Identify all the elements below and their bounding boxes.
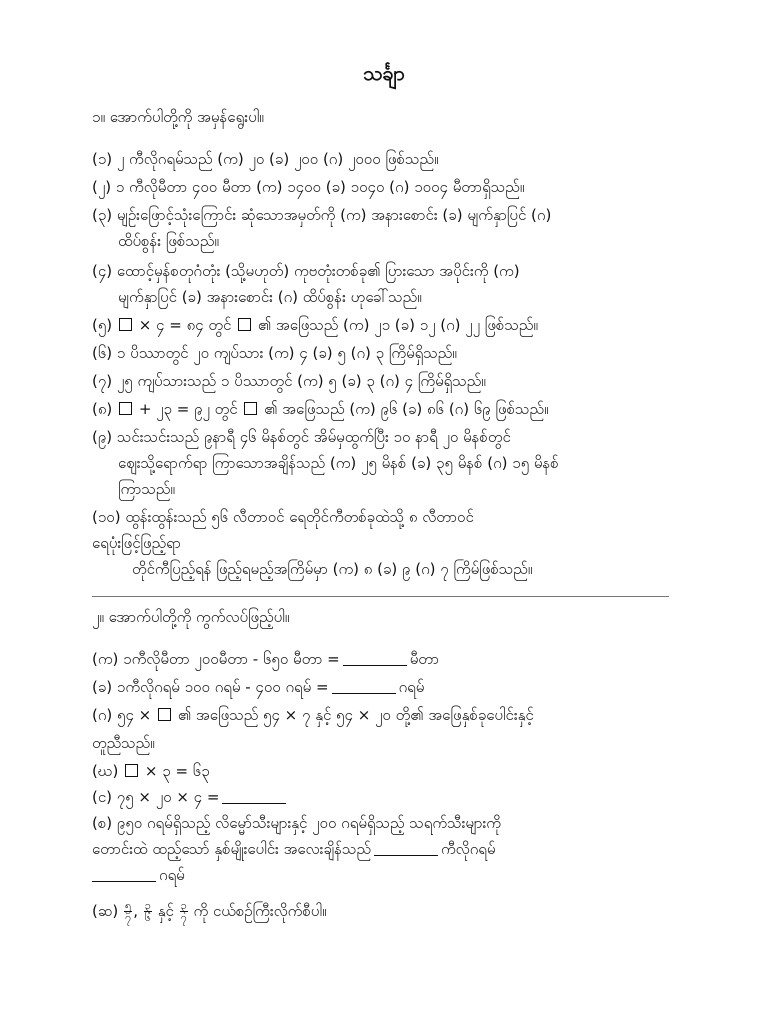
- fill-c-rest: ၏ အဖြေသည် ၅၄ × ၇ နှင့် ၅၄ × ၂၀ တို့၏ အဖြေနှစ်ခုပေါင်းနှင့်: [177, 706, 534, 724]
- fill-f-unit-kg: ကီလိုဂရမ်: [440, 840, 496, 858]
- answer-blank[interactable]: [343, 651, 407, 666]
- fill-b: [92, 674, 692, 700]
- question-2: (၂) ၁ ကီလိုမီတာ ၄၀၀ မီတာ (က) ၁၄၀၀ (ခ) ၁၀၄၀ (ဂ) ၁၀၀၄ မီတာရှိသည်။: [92, 178, 525, 196]
- question-10-line-2: ရေပုံးဖြင့်ဖြည့်ရာ: [92, 534, 181, 552]
- answer-blank[interactable]: [332, 679, 396, 694]
- answer-blank[interactable]: [374, 841, 438, 856]
- fill-e: [92, 784, 692, 810]
- fraction-numerator: ၃: [180, 899, 187, 912]
- fill-a: [92, 646, 692, 672]
- question-10-line-1: (၁၀) ထွန်းထွန်းသည် ၅၆ လီတာဝင် ရေတိုင်ကီတစ်ခုထဲသို့ ၈ လီတာဝင်: [92, 508, 474, 526]
- question-4-line-2: မျက်နှာပြင် (ခ) အနားစောင်း (ဂ) ထိပ်စွန်း ဟုခေါ်သည်။: [118, 288, 422, 306]
- question-8-tail: ၏ အဖြေသည် (က) ၉၆ (ခ) ၈၆ (ဂ) ၆၉ ဖြစ်သည်။: [264, 400, 549, 418]
- fill-a-text: (က) ၁ကီလိုမီတာ ၂၀၀မီတာ - ၆၅၀ မီတာ =: [92, 650, 340, 668]
- question-5: [92, 312, 692, 338]
- question-5-tail: ၏ အဖြေသည် (က) ၂၁ (ခ) ၁၂ (ဂ) ၂၂ ဖြစ်သည်။: [257, 316, 538, 334]
- fill-d-equation: × ၃ = ၆၃: [144, 762, 210, 780]
- fill-g-instruction: ကို ငယ်စဥ်ကြီးလိုက်စီပါ။: [193, 902, 327, 920]
- question-4-line-1: (၄) ထောင့်မှန်စတုဂံတုံး (သို့မဟုတ်) ကုဗတုံးတစ်ခု၏ ပြားသော အပိုင်းကို (က): [92, 262, 520, 280]
- fill-c-text: (ဂ) ၅၄ ×: [92, 706, 152, 724]
- question-8: [92, 396, 692, 422]
- page-title: သင်္ချာ: [363, 61, 405, 85]
- answer-blank[interactable]: [222, 789, 286, 804]
- question-9-line-1: (၉) သင်းသင်းသည် ၉နာရီ ၄၆ မိနစ်တွင် အိမ်မှထွက်ပြီး ၁၀ နာရီ ၂၀ မိနစ်တွင်: [92, 428, 511, 446]
- question-6: (၆) ၁ ပိဿာတွင် ၂၀ ကျပ်သား (က) ၄ (ခ) ၅ (ဂ) ၃ ကြိမ်ရှိသည်။: [92, 344, 457, 362]
- fill-c: [92, 702, 692, 728]
- fill-d: [92, 758, 692, 784]
- fill-f-line-2: [92, 836, 692, 862]
- fraction: [144, 900, 152, 923]
- fill-g-and: နှင့်: [157, 902, 174, 920]
- question-9-line-3: ကြာသည်။: [118, 480, 175, 498]
- fill-f-line-1: (စ) ၉၅၀ ဂရမ်ရှိသည့် လိမ္မော်သီးများနှင့် ၂၀၀ ဂရမ်ရှိသည့် သရက်သီးများကို: [92, 814, 501, 832]
- question-8-prefix: (၈): [92, 400, 113, 418]
- fraction: [180, 900, 188, 923]
- blank-box-icon: [244, 402, 257, 415]
- fraction-numerator: ၃: [144, 899, 151, 912]
- fill-c-line-2: တူညီသည်။: [92, 734, 155, 752]
- answer-blank[interactable]: [92, 867, 156, 882]
- question-9-line-2: ဈေးသို့ရောက်ရာ ကြာသောအချိန်သည် (က) ၂၅ မိနစ် (ခ) ၃၅ မိနစ် (ဂ) ၁၅ မိနစ်: [118, 454, 559, 472]
- question-3-line-1: (၃) မျဉ်းဖြောင့်သုံးကြောင်း ဆုံသောအမှတ်ကို (က) အနားစောင်း (ခ) မျက်နှာပြင် (ဂ): [92, 206, 552, 224]
- fill-d-prefix: (ဃ): [92, 762, 119, 780]
- fill-g-prefix: (ဆ): [92, 902, 119, 920]
- section-2-heading: ၂။ အောက်ပါတို့ကို ကွက်လပ်ဖြည့်ပါ။: [92, 608, 290, 626]
- fraction: [124, 900, 132, 923]
- fill-a-unit: မီတာ: [409, 650, 440, 668]
- fraction-denominator: ၇: [180, 911, 187, 924]
- question-5-prefix: (၅): [92, 316, 113, 334]
- section-divider: [92, 596, 669, 597]
- blank-box-icon: [119, 318, 132, 331]
- fill-f-unit-g: ဂရမ်: [159, 866, 185, 884]
- fill-b-unit: ဂရမ်: [398, 678, 425, 696]
- question-10-line-3: တိုင်ကီပြည့်ရန် ဖြည့်ရမည့်အကြိမ်မှာ (က) ၈ (ခ) ၉ (ဂ) ၇ ကြိမ်ဖြစ်သည်။: [132, 560, 533, 578]
- question-5-equation: × ၄ = ၈၄ တွင်: [138, 316, 232, 334]
- fill-b-text: (ခ) ၁ကီလိုဂရမ် ၁၀၀ ဂရမ် - ၄၀၀ ဂရမ် =: [92, 678, 329, 696]
- blank-box-icon: [238, 318, 251, 331]
- fill-e-text: (င) ၇၅ × ၂၀ × ၄ =: [92, 788, 220, 806]
- question-7: (၇) ၂၅ ကျပ်သားသည် ၁ ပိဿာတွင် (က) ၅ (ခ) ၃ (ဂ) ၄ ကြိမ်ရှိသည်။: [92, 372, 486, 390]
- question-8-equation: + ၂၃ = ၉၂ တွင်: [138, 400, 238, 418]
- fraction-denominator: ၇: [125, 911, 132, 924]
- fraction-numerator: ၅: [125, 899, 132, 912]
- fraction-denominator: ၆: [144, 911, 151, 924]
- blank-box-icon: [119, 402, 132, 415]
- question-1: (၁) ၂ ကီလိုဂရမ်သည် (က) ၂၀ (ခ) ၂၀၀ (ဂ) ၂၀၀၀ ဖြစ်သည်။: [92, 150, 439, 168]
- section-1-heading: ၁။ အောက်ပါတို့ကို အမှန်ရွေးပါ။: [92, 108, 264, 126]
- blank-box-icon: [158, 708, 171, 721]
- fill-f-text: တောင်းထဲ ထည့်သော် နှစ်မျိုးပေါင်း အလေးချိန်သည်: [92, 840, 371, 858]
- blank-box-icon: [125, 764, 138, 777]
- fill-f-line-3: [92, 862, 692, 888]
- fill-g: (ဆ) $\frac{၅}{၇}$ , $\frac{၃}{၆}$ နှင့် $\frac{၃}{၇}$ ကို ငယ်စဥ်ကြီးလိုက်စီပါ။: [92, 899, 327, 924]
- question-3-line-2: ထိပ်စွန်း ဖြစ်သည်။: [118, 232, 219, 250]
